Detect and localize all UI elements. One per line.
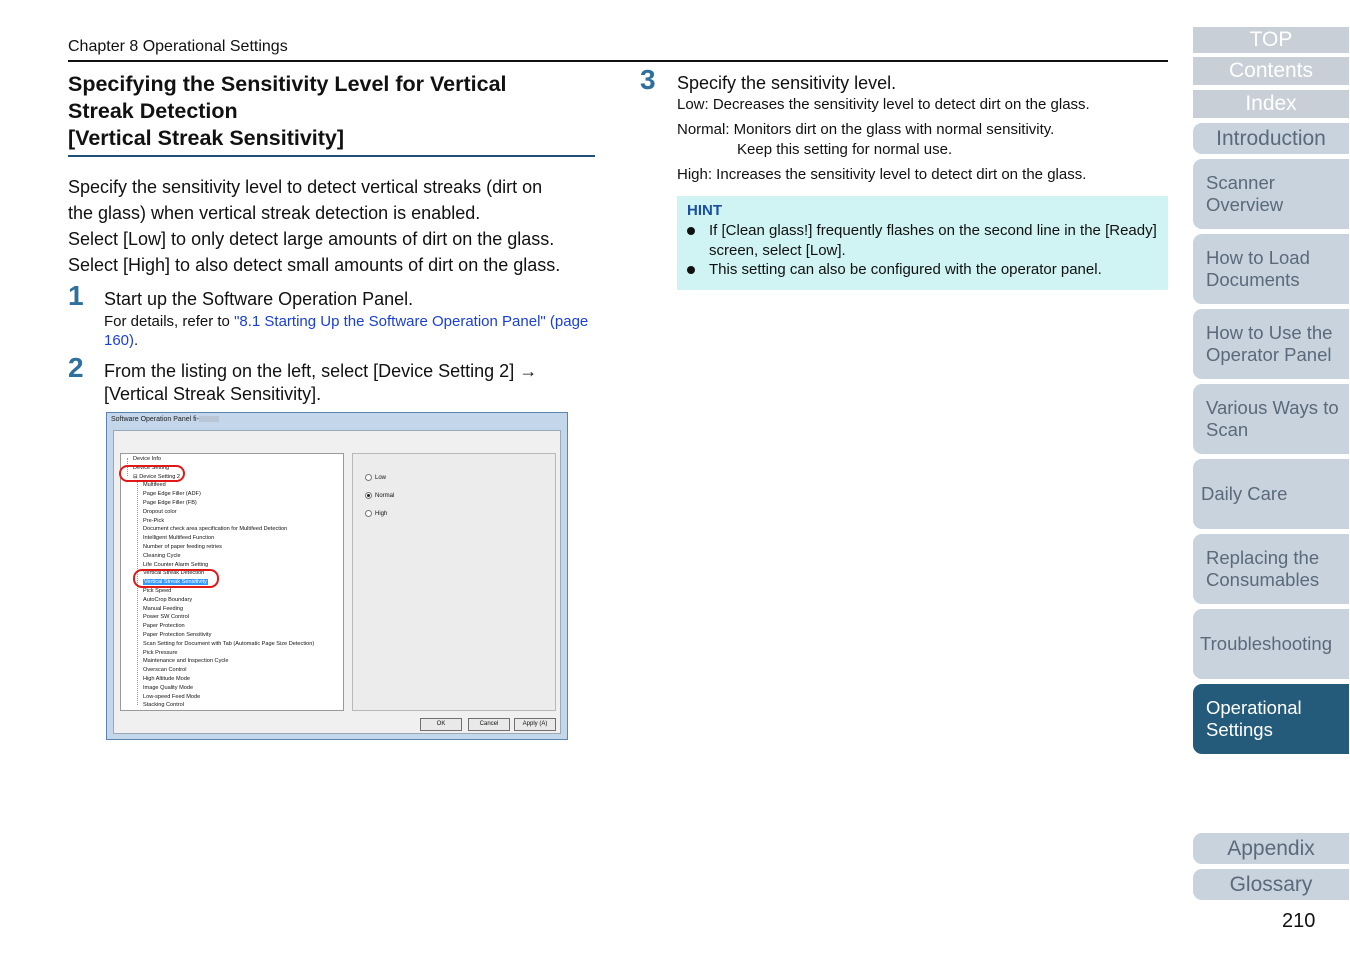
- tree-item-label: Document check area specification for Multifeed Detection: [143, 526, 288, 533]
- tree-item-label: Scan Setting for Document with Tab (Automatic Page Size Detection): [143, 640, 315, 647]
- tree-item[interactable]: [133, 455, 161, 464]
- nav-index-button[interactable]: Index: [1193, 90, 1349, 118]
- tree-item-label: Stacking Control: [143, 702, 185, 709]
- tree-item[interactable]: [143, 649, 178, 658]
- tree-item-label: Cleaning Cycle: [143, 552, 181, 559]
- bullet-icon: [687, 266, 695, 274]
- hint-bullet-text: This setting can also be configured with the operator panel.: [709, 261, 1102, 278]
- tree-item-label: Pick Pressure: [143, 649, 178, 656]
- highlight-ring-vertical-streak-sensitivity: [133, 569, 219, 588]
- tree-item[interactable]: [143, 499, 197, 508]
- window-title: [111, 416, 219, 423]
- tree-item[interactable]: [143, 525, 287, 534]
- step-number-2: 2: [68, 352, 84, 383]
- tree-item[interactable]: [143, 481, 166, 490]
- nav-appendix[interactable]: Appendix: [1193, 833, 1349, 864]
- tree-connector: [137, 481, 138, 705]
- step-number-3: 3: [640, 64, 656, 95]
- tree-item[interactable]: [143, 534, 214, 543]
- step-1-text: Start up the Software Operation Panel.: [104, 289, 414, 309]
- tree-item[interactable]: [143, 693, 200, 702]
- radio-high-label: High: [375, 511, 388, 518]
- tree-item[interactable]: [143, 684, 193, 693]
- tree-item[interactable]: [143, 666, 187, 675]
- tree-item-label: Vertical Streak Detection: [143, 570, 205, 577]
- section-title-line: [Vertical Streak Sensitivity]: [68, 126, 345, 150]
- startup-panel-link[interactable]: "8.1 Starting Up the Software Operation Panel" (page 160): [104, 313, 589, 349]
- nav-replacing-consumables[interactable]: Replacing the Consumables: [1193, 534, 1349, 604]
- tree-item-label: AutoCrop Boundary: [143, 596, 193, 603]
- page-number: 210: [1282, 910, 1316, 932]
- nav-glossary[interactable]: Glossary: [1193, 869, 1349, 900]
- tree-item-label: Manual Feeding: [143, 605, 184, 612]
- step-2-text: From the listing on the left, select [Device Setting 2] → [Vertical Streak Sensitivity].: [104, 361, 538, 404]
- tree-item-label: Device Info: [133, 456, 161, 462]
- option-normal-note: Keep this setting for normal use.: [737, 141, 953, 158]
- tree-item[interactable]: [143, 631, 211, 640]
- tree-item-label: Device Setting: [133, 464, 170, 471]
- sensitivity-radio-panel: [352, 453, 556, 711]
- bullet-icon: [687, 227, 695, 235]
- title-rule: [68, 155, 595, 157]
- tree-item[interactable]: [143, 613, 189, 622]
- tree-item-label: Pre-Pick: [143, 517, 165, 524]
- apply-button[interactable]: Apply (A): [514, 718, 556, 731]
- nav-troubleshooting[interactable]: Troubleshooting: [1193, 609, 1349, 679]
- hint-bullet: [687, 260, 1157, 280]
- tree-item-label: Page Edge Filler (FB): [143, 500, 197, 506]
- tree-item-label: Maintenance and Inspection Cycle: [143, 658, 229, 665]
- intro-line: the glass) when vertical streak detection is enabled.: [68, 203, 481, 223]
- tree-item[interactable]: [143, 622, 185, 631]
- step-1-detail-suffix: .: [134, 332, 139, 349]
- radio-low-label: Low: [375, 475, 387, 482]
- ok-button[interactable]: OK: [420, 718, 462, 731]
- intro-paragraph: [68, 174, 598, 278]
- tree-item-label: Pick Speed: [143, 588, 172, 594]
- tree-item[interactable]: [143, 701, 184, 710]
- option-low-description: Low: Decreases the sensitivity level to detect dirt on the glass.: [677, 96, 1090, 113]
- section-title: [68, 71, 595, 152]
- intro-line: Select [High] to also detect small amounts of dirt on the glass.: [68, 255, 561, 275]
- step-number-1: 1: [68, 280, 84, 311]
- tree-item[interactable]: [143, 657, 229, 666]
- tree-item-label: Paper Protection Sensitivity: [143, 632, 212, 638]
- hint-title: HINT: [687, 202, 722, 219]
- tree-item[interactable]: [143, 675, 190, 684]
- radio-high-indicator[interactable]: [365, 510, 372, 517]
- tree-item-label: Low-speed Feed Mode: [143, 693, 201, 700]
- intro-line: Select [Low] to only detect large amounts of dirt on the glass.: [68, 229, 555, 249]
- step-3-text: Specify the sensitivity level.: [677, 73, 897, 93]
- tree-item-label: Dropout color: [143, 508, 177, 515]
- tree-item[interactable]: [143, 517, 164, 526]
- tree-item-label: High Altitude Mode: [143, 676, 190, 682]
- hint-bullet: [687, 221, 1157, 261]
- header-rule: [68, 60, 1168, 62]
- section-title-line: Specifying the Sensitivity Level for Vertical: [68, 72, 507, 96]
- tree-item-label: Intelligent Multifeed Function: [143, 535, 215, 542]
- step-1-detail-prefix: For details, refer to: [104, 313, 235, 330]
- cancel-button[interactable]: Cancel: [468, 718, 510, 731]
- radio-normal[interactable]: [365, 492, 394, 500]
- radio-low-indicator[interactable]: [365, 474, 372, 481]
- section-title-line: Streak Detection: [68, 99, 238, 123]
- tree-item-label: Overscan Control: [143, 667, 187, 674]
- window-title-text: Software Operation Panel fi-: [111, 416, 199, 423]
- tree-item[interactable]: [143, 508, 177, 517]
- nav-scanner-overview[interactable]: Scanner Overview: [1193, 159, 1349, 229]
- intro-line: Specify the sensitivity level to detect vertical streaks (dirt on: [68, 177, 543, 197]
- tree-item[interactable]: [143, 543, 222, 552]
- highlight-ring-device-setting-2: [119, 465, 185, 482]
- step-1-detail: [104, 312, 594, 350]
- radio-normal-indicator[interactable]: [365, 492, 372, 499]
- tree-item-label: Power SW Control: [143, 614, 190, 621]
- nav-top-button[interactable]: TOP: [1193, 27, 1349, 53]
- radio-high[interactable]: [365, 510, 387, 518]
- nav-operational-settings[interactable]: Operational Settings: [1193, 684, 1349, 754]
- tree-item[interactable]: [143, 587, 171, 596]
- nav-operator-panel[interactable]: How to Use the Operator Panel: [1193, 309, 1349, 379]
- hint-bullet-text: If [Clean glass!] frequently flashes on the second line in the [Ready] screen, select [Low].: [709, 222, 1157, 259]
- radio-low[interactable]: [365, 474, 386, 482]
- option-high-description: High: Increases the sensitivity level to detect dirt on the glass.: [677, 166, 1087, 183]
- radio-normal-label: Normal: [375, 493, 395, 500]
- tree-item-label: Multifeed: [143, 482, 166, 489]
- tree-item[interactable]: [143, 490, 201, 499]
- nav-daily-care[interactable]: Daily Care: [1193, 459, 1349, 529]
- tree-item-label: Life Counter Alarm Setting: [143, 561, 209, 568]
- option-normal-description: Normal: Monitors dirt on the glass with normal sensitivity.: [677, 121, 1055, 138]
- nav-how-to-load-documents[interactable]: How to Load Documents: [1193, 234, 1349, 304]
- tree-item-label: Vertical Streak Sensitivity: [144, 579, 207, 586]
- hint-box: [677, 196, 1168, 290]
- chapter-header: Chapter 8 Operational Settings: [68, 38, 288, 55]
- nav-contents-button[interactable]: Contents: [1193, 57, 1349, 85]
- tree-item[interactable]: [143, 640, 314, 649]
- tree-item-label: Page Edge Filler (ADF): [143, 491, 201, 498]
- tree-item-label: ⊟ Device Setting 2: [133, 473, 180, 480]
- tree-item-label: Paper Protection: [143, 623, 185, 630]
- tree-item-label: Image Quality Mode: [143, 684, 194, 691]
- tree-item[interactable]: [143, 605, 183, 614]
- tree-item-label: Number of paper feeding retries: [143, 544, 222, 550]
- nav-introduction[interactable]: Introduction: [1193, 123, 1349, 154]
- nav-various-ways-to-scan[interactable]: Various Ways to Scan: [1193, 384, 1349, 454]
- software-operation-panel-screenshot: [106, 412, 568, 740]
- tree-item[interactable]: [143, 552, 181, 561]
- tree-item[interactable]: [143, 596, 192, 605]
